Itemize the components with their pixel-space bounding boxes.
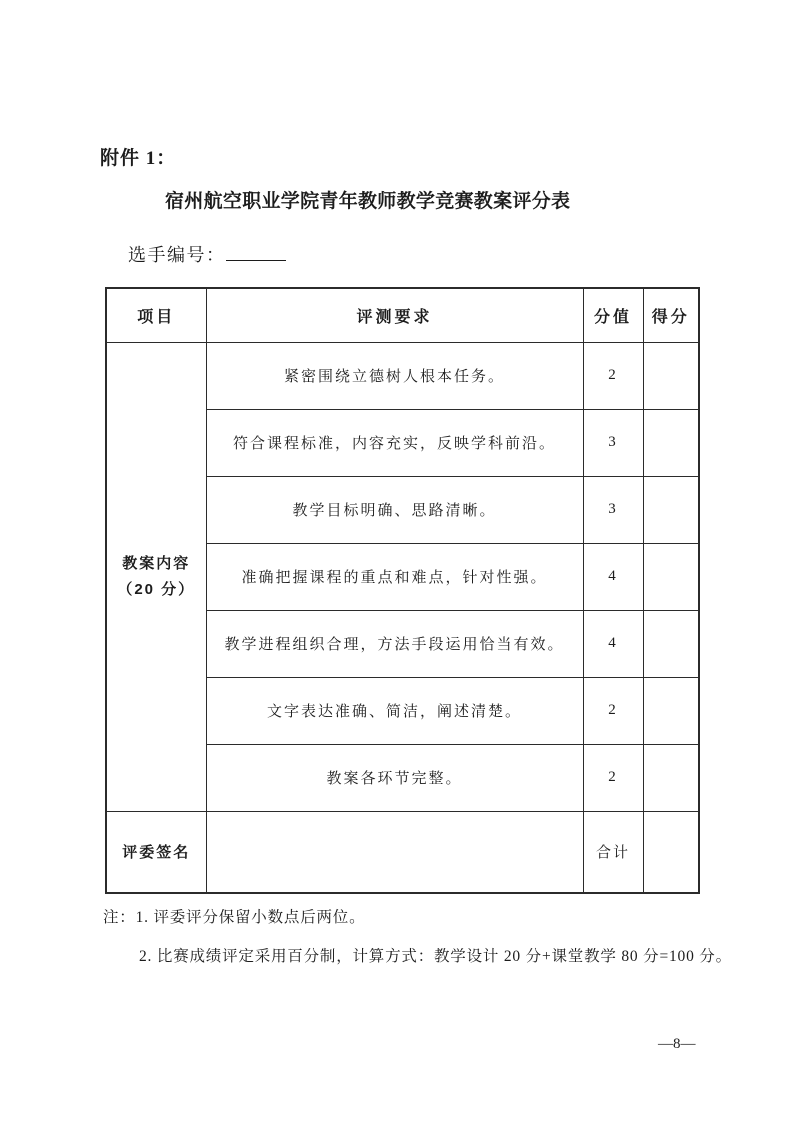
header-requirement: 评测要求 [206,288,583,342]
earned-cell [643,409,699,476]
requirement-cell: 紧密围绕立德树人根本任务。 [206,342,583,409]
note-line-2: 2. 比赛成绩评定采用百分制，计算方式：教学设计 20 分+课堂教学 80 分=100 分。 [139,948,732,965]
attachment-label: 附件 1： [100,148,177,169]
requirement-cell: 准确把握课程的重点和难点，针对性强。 [206,543,583,610]
earned-cell [643,342,699,409]
contestant-number-label: 选手编号： [128,245,226,265]
total-label: 合计 [583,811,643,893]
category-line1: 教案内容 [122,555,191,572]
contestant-number-row [128,241,286,267]
score-table [105,287,700,894]
score-cell: 4 [583,543,643,610]
score-cell: 3 [583,409,643,476]
earned-cell [643,476,699,543]
earned-cell [643,610,699,677]
requirement-cell: 文字表达准确、简洁，阐述清楚。 [206,677,583,744]
note-line-1: 注：1. 评委评分保留小数点后两位。 [103,909,366,926]
header-score: 分值 [583,288,643,342]
header-item: 项目 [106,288,206,342]
score-cell: 2 [583,342,643,409]
judge-signature-space [206,811,583,893]
earned-cell [643,543,699,610]
contestant-number-blank [226,241,286,261]
category-line2: （20 分） [117,580,196,598]
earned-cell [643,677,699,744]
judge-signature-label: 评委签名 [106,811,206,893]
page-title: 宿州航空职业学院青年教师教学竞赛教案评分表 [165,191,571,212]
earned-cell [643,744,699,811]
score-cell: 3 [583,476,643,543]
total-earned-cell [643,811,699,893]
category-cell [106,342,206,811]
score-cell: 2 [583,677,643,744]
requirement-cell: 符合课程标准，内容充实，反映学科前沿。 [206,409,583,476]
requirement-cell: 教学目标明确、思路清晰。 [206,476,583,543]
requirement-cell: 教案各环节完整。 [206,744,583,811]
header-earned: 得分 [643,288,699,342]
score-cell: 2 [583,744,643,811]
score-cell: 4 [583,610,643,677]
page-number: —8— [658,1036,696,1052]
table-row [106,342,699,409]
table-header-row [106,288,699,342]
table-footer-row [106,811,699,893]
requirement-cell: 教学进程组织合理，方法手段运用恰当有效。 [206,610,583,677]
